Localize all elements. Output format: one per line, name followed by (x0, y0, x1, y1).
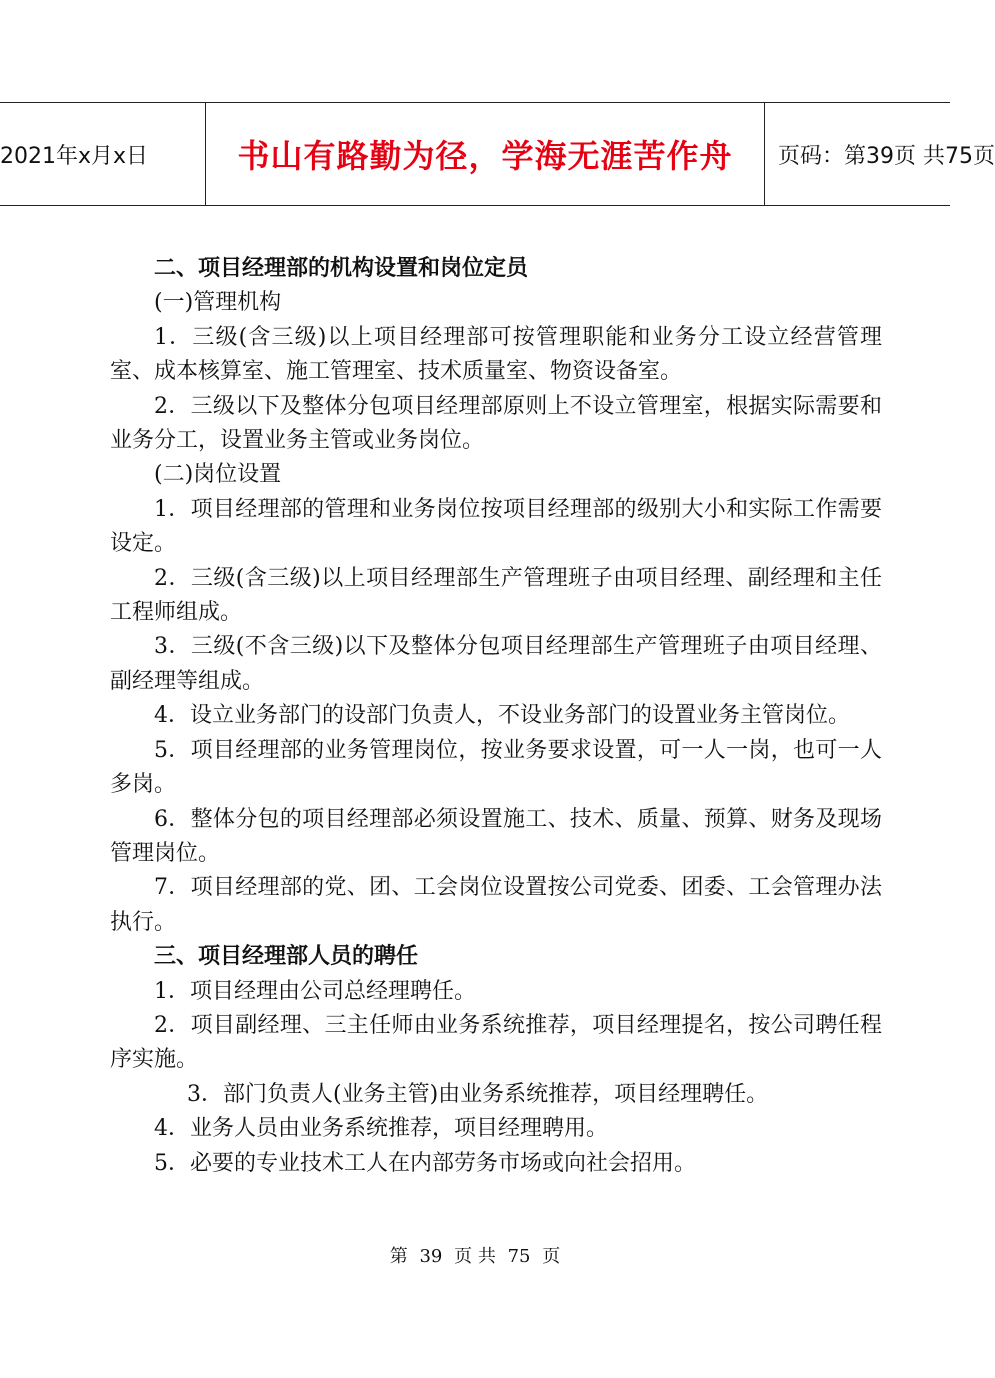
header-date: 2021年x月x日 (0, 143, 149, 169)
paragraph: 2．三级(含三级)以上项目经理部生产管理班子由项目经理、副经理和主任工程师组成。 (110, 565, 882, 626)
paragraph: 5．项目经理部的业务管理岗位，按业务要求设置，可一人一岗，也可一人多岗。 (110, 737, 882, 798)
paragraph: 4．业务人员由业务系统推荐，项目经理聘用。 (154, 1116, 608, 1142)
paragraph: 7．项目经理部的党、团、工会岗位设置按公司党委、团委、工会管理办法执行。 (110, 875, 882, 935)
paragraph: 3．三级(不含三级)以下及整体分包项目经理部生产管理班子由项目经理、副经理等组成。 (110, 634, 882, 694)
page-header (0, 102, 995, 206)
footer-prefix: 第 (389, 1246, 408, 1267)
page-footer (0, 1242, 950, 1268)
document-body (110, 252, 882, 1181)
paragraph: (二)岗位设置 (154, 462, 282, 488)
footer-suffix: 页 (542, 1246, 561, 1267)
paragraph: 1．三级(含三级)以上项目经理部可按管理职能和业务分工设立经营管理室、成本核算室、施工管理室、技术质量室、物资设备室。 (110, 324, 882, 385)
header-page-number: 页码：第39页 共75页 (778, 143, 995, 169)
section-heading: 二、项目经理部的机构设置和岗位定员 (154, 256, 529, 281)
paragraph: (一)管理机构 (154, 290, 282, 316)
section-heading: 三、项目经理部人员的聘任 (154, 944, 419, 970)
footer-current-page: 39 (419, 1246, 443, 1267)
paragraph: 3．部门负责人(业务主管)由业务系统推荐，项目经理聘任。 (187, 1081, 769, 1107)
paragraph: 1．项目经理部的管理和业务岗位按项目经理部的级别大小和实际工作需要设定。 (110, 496, 882, 557)
paragraph: 1．项目经理由公司总经理聘任。 (154, 978, 476, 1004)
header-motto: 书山有路勤为径，学海无涯苦作舟 (205, 103, 765, 205)
paragraph: 4．设立业务部门的设部门负责人，不设业务部门的设置业务主管岗位。 (154, 703, 850, 729)
paragraph: 6．整体分包的项目经理部必须设置施工、技术、质量、预算、财务及现场管理岗位。 (110, 806, 882, 866)
footer-total-pages: 75 (507, 1246, 531, 1267)
paragraph: 2．项目副经理、三主任师由业务系统推荐，项目经理提名，按公司聘任程序实施。 (110, 1012, 882, 1073)
paragraph: 2．三级以下及整体分包项目经理部原则上不设立管理室，根据实际需要和业务分工，设置业务主管或业务岗位。 (110, 393, 882, 454)
paragraph: 5．必要的专业技术工人在内部劳务市场或向社会招用。 (154, 1150, 696, 1176)
footer-mid: 页 共 (454, 1246, 496, 1267)
